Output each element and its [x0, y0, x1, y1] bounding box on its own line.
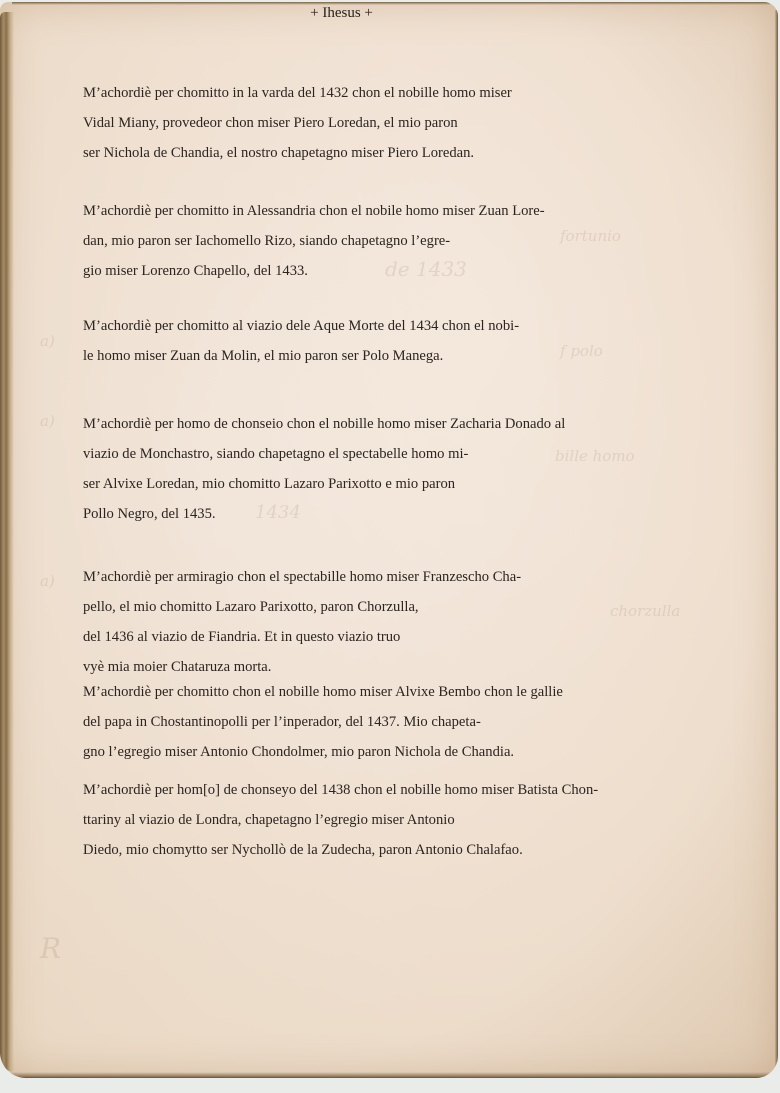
paragraph-1432 — [83, 81, 512, 171]
bleed-through-mark: bille homo — [555, 447, 635, 465]
text-line: M’achordiè per armiragio chon el spectabille homo miser Franzescho Cha- — [83, 569, 522, 585]
paragraph-1436 — [83, 565, 521, 685]
bleed-through-mark: de 1433 — [385, 257, 467, 281]
page-right-edge — [775, 10, 778, 1070]
bleed-through-mark: a) — [40, 572, 55, 590]
text-line: M’achordiè per hom[o] de chonseyo del 1438 chon el nobille homo miser Batista Chon- — [83, 782, 599, 798]
paragraph-1433 — [83, 199, 545, 289]
bleed-through-mark: R — [40, 932, 62, 965]
bleed-through-mark: fortunio — [560, 227, 621, 245]
page-left-edge — [0, 12, 14, 1072]
text-line: gno l’egregio miser Antonio Chondolmer, mio paron Nichola de Chandia. — [83, 744, 515, 760]
text-line: Pollo Negro, del 1435. — [83, 506, 216, 522]
text-line: del papa in Chostantinopolli per l’inperador, del 1437. Mio chapeta- — [83, 714, 481, 730]
text-line: le homo miser Zuan da Molin, el mio paron ser Polo Manega. — [83, 348, 444, 364]
paragraph-1437 — [83, 680, 563, 770]
page-bottom-edge — [10, 1072, 774, 1078]
bleed-through-mark: f polo — [560, 342, 603, 360]
text-line: M’achordiè per chomitto in Alessandria chon el nobile homo miser Zuan Lore- — [83, 203, 545, 219]
text-line: gio miser Lorenzo Chapello, del 1433. — [83, 263, 308, 279]
paragraph-1434 — [83, 314, 519, 374]
bleed-through-mark: chorzulla — [610, 602, 681, 620]
bleed-through-mark: a) — [40, 332, 55, 350]
text-line: Diedo, mio chomytto ser Nychollò de la Zudecha, paron Antonio Chalafao. — [83, 842, 523, 858]
page-header: + Ihesus + — [310, 5, 373, 21]
text-line: vyè mia moier Chataruza morta. — [83, 659, 272, 675]
text-line: ttariny al viazio de Londra, chapetagno l’egregio miser Antonio — [83, 812, 455, 828]
paragraph-1438 — [83, 778, 598, 868]
text-line: dan, mio paron ser Iachomello Rizo, siando chapetagno l’egre- — [83, 233, 451, 249]
text-line: del 1436 al viazio de Fiandria. Et in questo viazio truo — [83, 629, 401, 645]
text-line: ser Nichola de Chandia, el nostro chapetagno miser Piero Loredan. — [83, 145, 475, 161]
bleed-through-mark: 1434 — [255, 502, 301, 523]
text-line: M’achordiè per chomitto in la varda del 1432 chon el nobille homo miser — [83, 85, 512, 101]
text-line: Vidal Miany, provedeor chon miser Piero Loredan, el mio paron — [83, 115, 458, 131]
paragraph-1435 — [83, 412, 565, 532]
bleed-through-mark: a) — [40, 412, 55, 430]
text-line: M’achordiè per homo de chonseio chon el nobille homo miser Zacharia Donado al — [83, 416, 566, 432]
text-line: M’achordiè per chomitto chon el nobille homo miser Alvixe Bembo chon le gallie — [83, 684, 563, 700]
manuscript-page — [0, 2, 778, 1078]
text-line: pello, el mio chomitto Lazaro Parixotto, paron Chorzulla, — [83, 599, 419, 615]
text-line: ser Alvixe Loredan, mio chomitto Lazaro Parixotto e mio paron — [83, 476, 456, 492]
text-line: viazio de Monchastro, siando chapetagno el spectabelle homo mi- — [83, 446, 469, 462]
text-line: M’achordiè per chomitto al viazio dele Aque Morte del 1434 chon el nobi- — [83, 318, 520, 334]
